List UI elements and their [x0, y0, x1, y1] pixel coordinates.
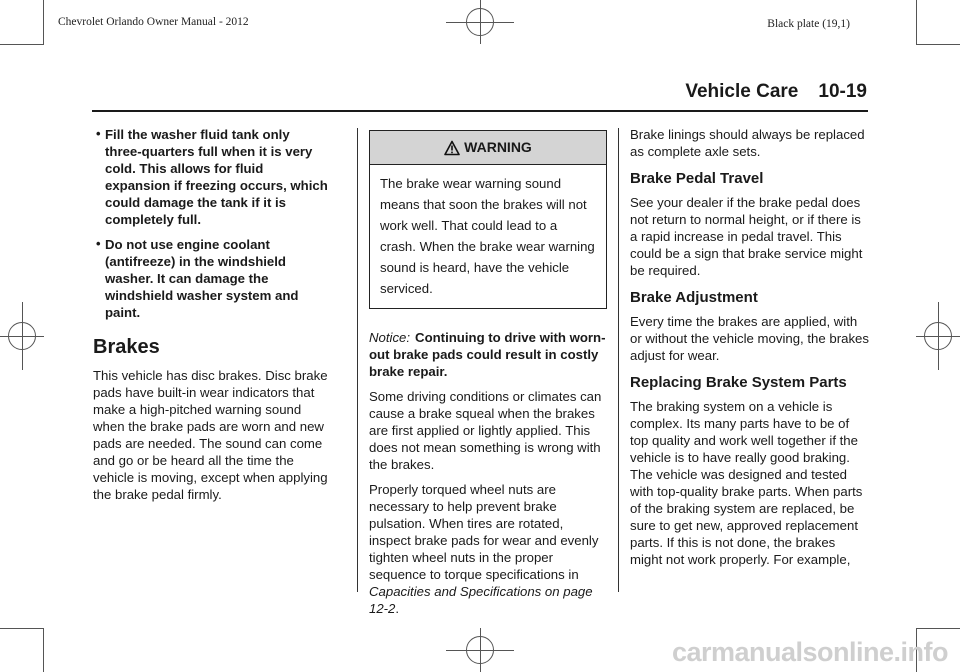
page-number: 10-19 — [818, 81, 867, 102]
warning-header — [370, 131, 606, 165]
header-rule — [92, 110, 868, 112]
paragraph: Some driving conditions or climates can cause a brake squeal when the brakes are first applied or lightly applied. This does not mean something is wrong with the brakes. — [369, 389, 602, 472]
paragraph: Every time the brakes are applied, with or without the vehicle moving, the brakes adjust for wear. — [630, 314, 869, 363]
list-item: • Do not use engine coolant (antifreeze) in the windshield washer. It can damage the windshield washer system and paint. — [96, 236, 299, 320]
slug-title: Chevrolet Orlando Owner Manual - 2012 — [58, 16, 249, 28]
column-divider — [357, 128, 358, 592]
paragraph: The braking system on a vehicle is complex. Its many parts have to be of top quality and work well together if the vehicle is to have really good braking. The vehicle was designed and tested with top-quality brake parts. When parts of the braking system are replaced, be sure to get new, approved replacement parts. If this is not done, the brakes might not work properly. For example, — [630, 399, 863, 567]
column-divider — [618, 128, 619, 592]
crop-mark — [916, 44, 960, 45]
paragraph: See your dealer if the brake pedal does not return to normal height, or if there is a rapid increase in pedal travel. This could be a sign that brake service might be required. — [630, 195, 863, 278]
warning-text: The brake wear warning sound means that soon the brakes will not work well. That could lead to a crash. When the brake wear warning sound is heard, have the vehicle serviced. — [380, 176, 595, 296]
paragraph: This vehicle has disc brakes. Disc brake pads have built-in wear indicators that make a high-pitched warning sound when the brake pads are worn and new pads are needed. The sound can come and go or be heard all the time the vehicle is moving, except when applying the brake pedal firmly. — [93, 368, 328, 502]
column-3 — [630, 126, 870, 576]
warning-triangle-icon — [444, 140, 460, 156]
paragraph: Brake linings should always be replaced as complete axle sets. — [630, 127, 865, 159]
heading-brake-adjustment: Brake Adjustment — [630, 289, 758, 306]
crop-mark — [43, 0, 44, 44]
warning-box — [369, 130, 607, 309]
running-head — [685, 81, 867, 103]
crop-mark — [0, 628, 44, 629]
column-1 — [93, 126, 329, 511]
notice: Notice: Continuing to drive with worn-out brake pads could result in costly brake repair. — [369, 330, 606, 379]
warning-title: WARNING — [464, 139, 532, 155]
column-2 — [369, 126, 607, 625]
cross-reference: Capacities and Specifications on page 12-2 — [369, 584, 593, 616]
section-heading-brakes: Brakes — [93, 336, 160, 358]
section-title: Vehicle Care — [685, 81, 799, 102]
crop-mark — [0, 44, 44, 45]
crop-mark — [43, 628, 44, 672]
heading-brake-pedal-travel: Brake Pedal Travel — [630, 170, 764, 187]
heading-replacing-parts: Replacing Brake System Parts — [630, 374, 847, 391]
slug-plate: Black plate (19,1) — [767, 18, 850, 30]
list-item: • Fill the washer fluid tank only three-quarters full when it is very cold. This allows for fluid expansion if freezing occurs, which could damage the tank if it is completely full. — [96, 126, 328, 227]
crop-mark — [916, 628, 960, 629]
crop-mark — [916, 0, 917, 44]
watermark: carmanualsonline.info — [671, 637, 948, 667]
paragraph: Properly torqued wheel nuts are necessary to help prevent brake pulsation. When tires are rotated, inspect brake pads for wear and evenly tighten wheel nuts in the proper sequence to torque specifications in Capacities and Specifications on page 12-2. — [369, 482, 599, 616]
